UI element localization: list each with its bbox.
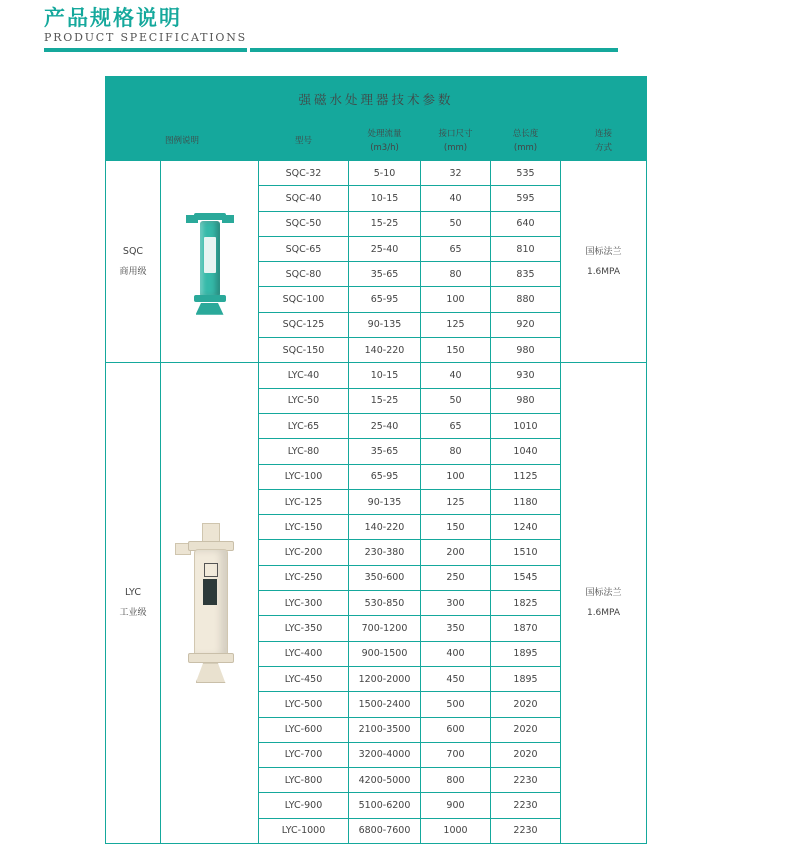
table-row — [106, 161, 647, 186]
cell-flow: 90-135 — [349, 312, 421, 337]
cell-model: LYC-400 — [259, 641, 349, 666]
cell-flow: 5100-6200 — [349, 793, 421, 818]
cell-length: 1180 — [491, 489, 561, 514]
cell-flow: 530-850 — [349, 591, 421, 616]
grade-code: LYC — [125, 587, 141, 599]
table-header-row — [106, 121, 647, 161]
header-port — [421, 121, 491, 161]
cell-port-size: 600 — [421, 717, 491, 742]
cell-flow: 6800-7600 — [349, 818, 421, 843]
cell-port-size: 65 — [421, 236, 491, 261]
cell-length: 595 — [491, 186, 561, 211]
spec-table — [105, 76, 647, 844]
cell-model: SQC-80 — [259, 262, 349, 287]
cell-port-size: 125 — [421, 312, 491, 337]
cell-length: 980 — [491, 338, 561, 363]
cell-flow: 140-220 — [349, 338, 421, 363]
cell-model: SQC-50 — [259, 211, 349, 236]
device-image-cell — [161, 363, 259, 844]
cell-flow: 35-65 — [349, 262, 421, 287]
table-row — [106, 363, 647, 388]
sqc-flange-bottom — [194, 295, 226, 302]
grade-label: 工业级 — [119, 608, 147, 619]
device-image-cell — [161, 161, 259, 363]
header-model: 型号 — [259, 121, 349, 161]
cell-model: LYC-80 — [259, 439, 349, 464]
connection-type: 国标法兰 — [585, 588, 622, 599]
grade-cell — [106, 363, 161, 844]
cell-port-size: 400 — [421, 641, 491, 666]
cell-port-size: 65 — [421, 413, 491, 438]
cell-model: LYC-150 — [259, 515, 349, 540]
cell-port-size: 350 — [421, 616, 491, 641]
sqc-flange-top — [194, 213, 226, 220]
cell-model: SQC-100 — [259, 287, 349, 312]
cell-flow: 25-40 — [349, 236, 421, 261]
cell-length: 2230 — [491, 818, 561, 843]
header-connection-label: 连接 — [595, 128, 613, 139]
cell-length: 535 — [491, 161, 561, 186]
cell-length: 810 — [491, 236, 561, 261]
cell-length: 1040 — [491, 439, 561, 464]
cell-port-size: 40 — [421, 363, 491, 388]
page-subtitle: PRODUCT SPECIFICATIONS — [44, 31, 247, 44]
connection-type: 国标法兰 — [585, 246, 622, 257]
connection-cell — [561, 363, 647, 844]
cell-length: 930 — [491, 363, 561, 388]
cell-model: LYC-1000 — [259, 818, 349, 843]
cell-model: LYC-250 — [259, 565, 349, 590]
cell-length: 2230 — [491, 793, 561, 818]
cell-length: 1895 — [491, 666, 561, 691]
cell-port-size: 900 — [421, 793, 491, 818]
cell-model: LYC-350 — [259, 616, 349, 641]
cell-flow: 1500-2400 — [349, 692, 421, 717]
cell-model: SQC-65 — [259, 236, 349, 261]
cell-flow: 3200-4000 — [349, 742, 421, 767]
pressure-rating: 1.6MPA — [586, 608, 621, 619]
cell-port-size: 50 — [421, 211, 491, 236]
cell-flow: 2100-3500 — [349, 717, 421, 742]
cell-flow: 10-15 — [349, 363, 421, 388]
cell-length: 1510 — [491, 540, 561, 565]
cell-flow: 350-600 — [349, 565, 421, 590]
header-connection — [561, 121, 647, 161]
cell-port-size: 125 — [421, 489, 491, 514]
table-title: 强磁水处理器技术参数 — [106, 77, 647, 121]
cell-port-size: 32 — [421, 161, 491, 186]
header-length-label: 总长度 — [512, 128, 539, 139]
header-length-unit: (mm) — [513, 142, 538, 153]
cell-port-size: 150 — [421, 338, 491, 363]
cell-model: LYC-500 — [259, 692, 349, 717]
header-port-label: 接口尺寸 — [438, 128, 473, 139]
cell-port-size: 150 — [421, 515, 491, 540]
lyc-device-image — [175, 523, 245, 683]
cell-model: LYC-300 — [259, 591, 349, 616]
cell-length: 1825 — [491, 591, 561, 616]
cell-flow: 140-220 — [349, 515, 421, 540]
cell-port-size: 250 — [421, 565, 491, 590]
header-flow-label: 处理流量 — [367, 128, 402, 139]
cell-model: LYC-40 — [259, 363, 349, 388]
cell-flow: 900-1500 — [349, 641, 421, 666]
lyc-flange-bottom — [188, 653, 234, 663]
cell-length: 1240 — [491, 515, 561, 540]
cell-flow: 700-1200 — [349, 616, 421, 641]
sqc-device-image — [180, 207, 240, 317]
cell-length: 640 — [491, 211, 561, 236]
cell-length: 2020 — [491, 692, 561, 717]
cell-port-size: 40 — [421, 186, 491, 211]
cell-length: 920 — [491, 312, 561, 337]
sqc-stand — [196, 303, 224, 315]
cell-flow: 4200-5000 — [349, 768, 421, 793]
cell-flow: 65-95 — [349, 287, 421, 312]
cell-length: 2230 — [491, 768, 561, 793]
cell-length: 2020 — [491, 742, 561, 767]
cell-model: LYC-450 — [259, 666, 349, 691]
cell-flow: 90-135 — [349, 489, 421, 514]
cell-model: LYC-900 — [259, 793, 349, 818]
cell-flow: 35-65 — [349, 439, 421, 464]
cell-model: SQC-150 — [259, 338, 349, 363]
cell-length: 1010 — [491, 413, 561, 438]
header-flow-unit: (m3/h) — [370, 142, 399, 153]
grade-code: SQC — [122, 245, 144, 257]
pressure-rating: 1.6MPA — [586, 266, 621, 277]
cell-length: 2020 — [491, 717, 561, 742]
cell-port-size: 450 — [421, 666, 491, 691]
cell-port-size: 50 — [421, 388, 491, 413]
header-flow — [349, 121, 421, 161]
cell-flow: 230-380 — [349, 540, 421, 565]
header-port-unit: (mm) — [443, 142, 468, 153]
cell-model: SQC-40 — [259, 186, 349, 211]
title-underline-left — [44, 48, 247, 52]
cell-length: 1545 — [491, 565, 561, 590]
cell-port-size: 100 — [421, 287, 491, 312]
cell-flow: 25-40 — [349, 413, 421, 438]
grade-cell — [106, 161, 161, 363]
cell-model: LYC-800 — [259, 768, 349, 793]
cell-port-size: 80 — [421, 439, 491, 464]
cell-length: 1895 — [491, 641, 561, 666]
cell-port-size: 300 — [421, 591, 491, 616]
cell-port-size: 100 — [421, 464, 491, 489]
cell-flow: 10-15 — [349, 186, 421, 211]
cell-model: SQC-32 — [259, 161, 349, 186]
cell-port-size: 80 — [421, 262, 491, 287]
cell-port-size: 500 — [421, 692, 491, 717]
cell-length: 835 — [491, 262, 561, 287]
cell-flow: 15-25 — [349, 211, 421, 236]
cell-model: LYC-125 — [259, 489, 349, 514]
cell-model: LYC-65 — [259, 413, 349, 438]
title-underline-right — [250, 48, 618, 52]
table-title-row — [106, 77, 647, 121]
cell-model: LYC-50 — [259, 388, 349, 413]
spec-table-body — [106, 77, 647, 844]
cell-port-size: 1000 — [421, 818, 491, 843]
cell-flow: 15-25 — [349, 388, 421, 413]
cell-port-size: 800 — [421, 768, 491, 793]
lyc-display — [203, 579, 217, 605]
cell-model: LYC-600 — [259, 717, 349, 742]
header-connection-label-2: 方式 — [595, 142, 613, 153]
cell-length: 980 — [491, 388, 561, 413]
lyc-foot — [196, 663, 226, 683]
cell-length: 880 — [491, 287, 561, 312]
grade-label: 商用级 — [119, 266, 147, 277]
cell-model: LYC-200 — [259, 540, 349, 565]
header-length — [491, 121, 561, 161]
cell-length: 1125 — [491, 464, 561, 489]
cell-flow: 1200-2000 — [349, 666, 421, 691]
sqc-label — [204, 237, 216, 273]
lyc-logo — [204, 563, 218, 577]
cell-port-size: 200 — [421, 540, 491, 565]
cell-model: LYC-700 — [259, 742, 349, 767]
cell-model: LYC-100 — [259, 464, 349, 489]
cell-port-size: 700 — [421, 742, 491, 767]
cell-flow: 5-10 — [349, 161, 421, 186]
cell-model: SQC-125 — [259, 312, 349, 337]
cell-length: 1870 — [491, 616, 561, 641]
header-legend: 图例说明 — [106, 121, 259, 161]
connection-cell — [561, 161, 647, 363]
cell-flow: 65-95 — [349, 464, 421, 489]
page-title: 产品规格说明 — [44, 5, 182, 30]
